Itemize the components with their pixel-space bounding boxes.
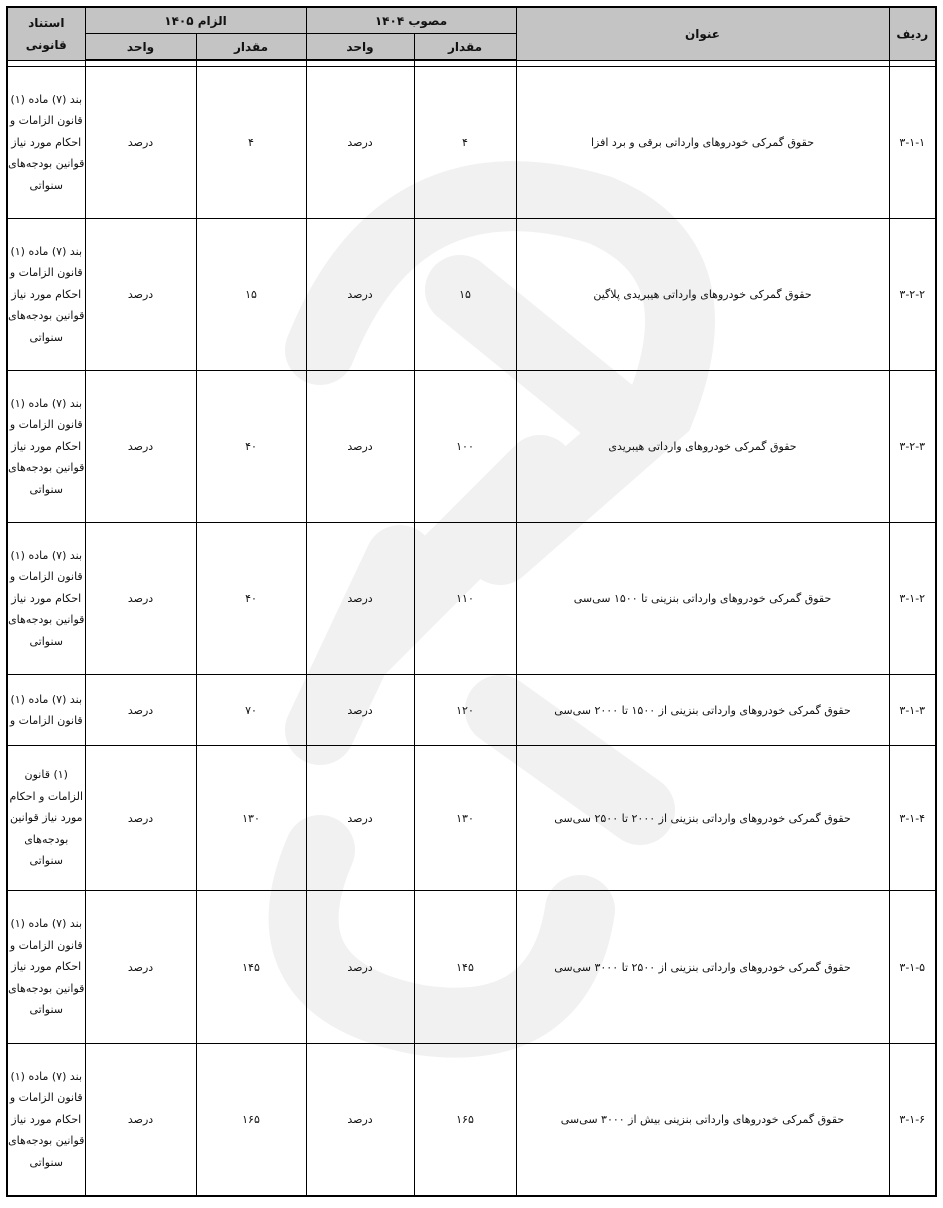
legal-basis: (۱) قانون الزامات و احکام مورد نیاز قوانین بودجه‌های سنواتی <box>7 746 85 891</box>
table-row <box>7 746 936 891</box>
approved-unit: درصد <box>306 891 414 1044</box>
header-approved-unit: واحد <box>306 34 414 61</box>
legal-basis: بند (۷) ماده (۱) قانون الزامات و <box>7 675 85 746</box>
approved-amount: ۱۴۵ <box>414 891 516 1044</box>
row-title: حقوق گمرکی خودروهای وارداتی بنزینی بیش از ۳۰۰۰ سی‌سی <box>516 1044 889 1196</box>
table-row <box>7 675 936 746</box>
row-id: ۳-۱-۱ <box>889 67 936 219</box>
required-amount: ۴۰ <box>196 371 306 523</box>
required-amount: ۴ <box>196 67 306 219</box>
legal-basis: بند (۷) ماده (۱) قانون الزامات و احکام مورد نیاز قوانین بودجه‌های سنواتی <box>7 219 85 371</box>
required-amount: ۱۵ <box>196 219 306 371</box>
approved-unit: درصد <box>306 523 414 675</box>
required-unit: درصد <box>85 67 196 219</box>
required-unit: درصد <box>85 219 196 371</box>
header-row-id: ردیف <box>889 7 936 60</box>
table-row <box>7 67 936 219</box>
table-row <box>7 1044 936 1196</box>
header-required-unit: واحد <box>85 34 196 61</box>
required-amount: ۱۴۵ <box>196 891 306 1044</box>
table-row <box>7 891 936 1044</box>
approved-amount: ۱۶۵ <box>414 1044 516 1196</box>
table-row <box>7 219 936 371</box>
row-title: حقوق گمرکی خودروهای وارداتی بنزینی از ۱۵۰۰ تا ۲۰۰۰ سی‌سی <box>516 675 889 746</box>
approved-unit: درصد <box>306 67 414 219</box>
row-title: حقوق گمرکی خودروهای وارداتی برقی و برد افزا <box>516 67 889 219</box>
row-title: حقوق گمرکی خودروهای وارداتی هیبریدی <box>516 371 889 523</box>
approved-amount: ۱۱۰ <box>414 523 516 675</box>
row-title: حقوق گمرکی خودروهای وارداتی بنزینی تا ۱۵۰۰ سی‌سی <box>516 523 889 675</box>
approved-unit: درصد <box>306 746 414 891</box>
row-id: ۳-۱-۴ <box>889 746 936 891</box>
row-title: حقوق گمرکی خودروهای وارداتی هیبریدی پلاگین <box>516 219 889 371</box>
required-unit: درصد <box>85 523 196 675</box>
row-id: ۳-۱-۵ <box>889 891 936 1044</box>
row-id: ۳-۲-۲ <box>889 219 936 371</box>
legal-basis: بند (۷) ماده (۱) قانون الزامات و احکام مورد نیاز قوانین بودجه‌های سنواتی <box>7 67 85 219</box>
header-required-1405: الزام ۱۴۰۵ <box>85 7 306 34</box>
required-unit: درصد <box>85 746 196 891</box>
header-legal-basis <box>7 7 85 60</box>
required-unit: درصد <box>85 1044 196 1196</box>
header-legal-basis-label: استناد قانونی <box>25 15 67 52</box>
header-approved-1404: مصوب ۱۴۰۴ <box>306 7 516 34</box>
approved-amount: ۱۰۰ <box>414 371 516 523</box>
required-amount: ۷۰ <box>196 675 306 746</box>
legal-basis: بند (۷) ماده (۱) قانون الزامات و احکام مورد نیاز قوانین بودجه‌های سنواتی <box>7 371 85 523</box>
header-required-amount: مقدار <box>196 34 306 61</box>
approved-unit: درصد <box>306 371 414 523</box>
row-id: ۳-۱-۳ <box>889 675 936 746</box>
header-title: عنوان <box>516 7 889 60</box>
approved-amount: ۱۵ <box>414 219 516 371</box>
required-unit: درصد <box>85 891 196 1044</box>
table-row <box>7 523 936 675</box>
approved-amount: ۱۳۰ <box>414 746 516 891</box>
approved-unit: درصد <box>306 219 414 371</box>
legal-basis: بند (۷) ماده (۱) قانون الزامات و احکام مورد نیاز قوانین بودجه‌های سنواتی <box>7 891 85 1044</box>
approved-unit: درصد <box>306 1044 414 1196</box>
required-unit: درصد <box>85 371 196 523</box>
row-id: ۳-۲-۳ <box>889 371 936 523</box>
legal-basis: بند (۷) ماده (۱) قانون الزامات و احکام مورد نیاز قوانین بودجه‌های سنواتی <box>7 1044 85 1196</box>
required-amount: ۱۳۰ <box>196 746 306 891</box>
header-approved-amount: مقدار <box>414 34 516 61</box>
row-id: ۳-۱-۶ <box>889 1044 936 1196</box>
approved-unit: درصد <box>306 675 414 746</box>
row-title: حقوق گمرکی خودروهای وارداتی بنزینی از ۲۰۰۰ تا ۲۵۰۰ سی‌سی <box>516 746 889 891</box>
row-id: ۳-۱-۲ <box>889 523 936 675</box>
required-amount: ۴۰ <box>196 523 306 675</box>
required-unit: درصد <box>85 675 196 746</box>
required-amount: ۱۶۵ <box>196 1044 306 1196</box>
approved-amount: ۱۲۰ <box>414 675 516 746</box>
table-row <box>7 371 936 523</box>
customs-tariff-table <box>6 6 937 1197</box>
legal-basis: بند (۷) ماده (۱) قانون الزامات و احکام مورد نیاز قوانین بودجه‌های سنواتی <box>7 523 85 675</box>
row-title: حقوق گمرکی خودروهای وارداتی بنزینی از ۲۵۰۰ تا ۳۰۰۰ سی‌سی <box>516 891 889 1044</box>
approved-amount: ۴ <box>414 67 516 219</box>
